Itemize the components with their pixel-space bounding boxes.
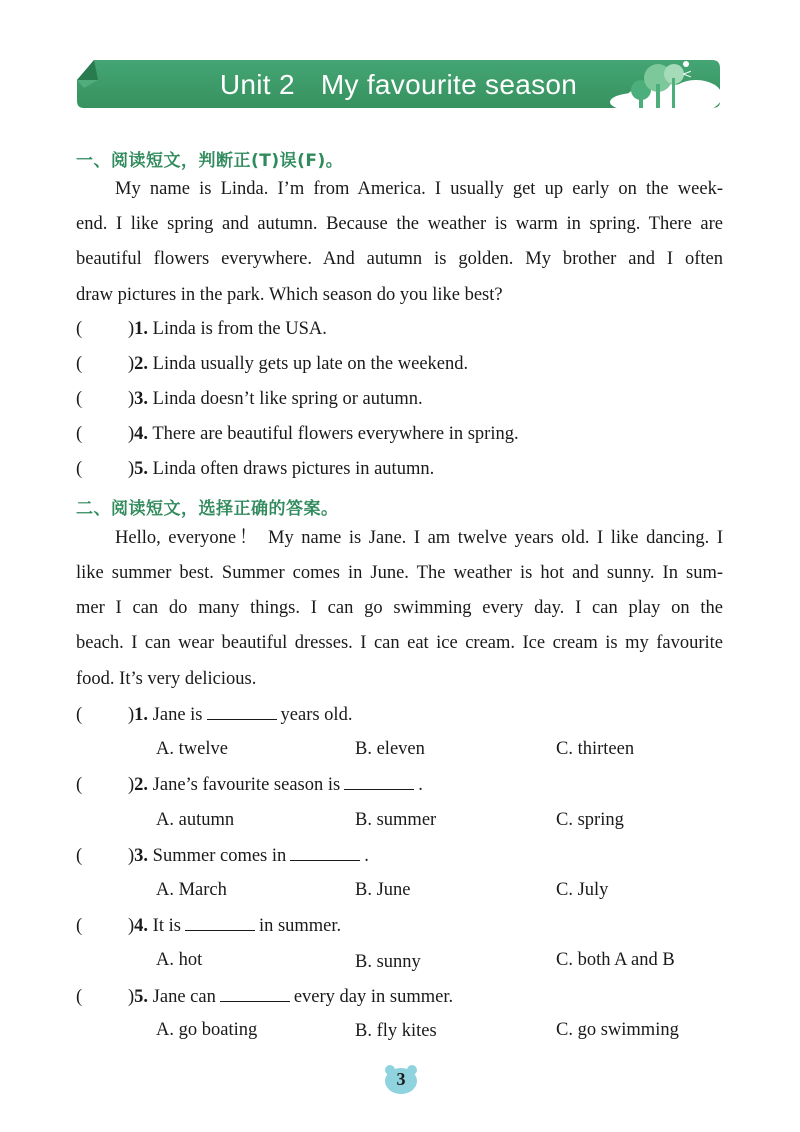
answer-paren-close: ): [128, 705, 135, 725]
question-number: 5.: [134, 987, 149, 1007]
option-c[interactable]: C. both A and B: [556, 950, 675, 970]
tf-question-1: [76, 318, 327, 340]
answer-paren-open[interactable]: (: [76, 916, 83, 936]
answer-blank[interactable]: [207, 703, 277, 720]
answer-paren-open[interactable]: (: [76, 424, 83, 444]
question-number: 4.: [134, 916, 149, 936]
answer-blank[interactable]: [185, 914, 255, 931]
question-text: Linda is from the USA.: [152, 319, 327, 339]
option-c[interactable]: C. spring: [556, 810, 624, 830]
unit-name: My favourite season: [320, 69, 578, 100]
question-text: There are beautiful flowers everywhere in spring.: [152, 424, 519, 444]
answer-paren-open[interactable]: (: [76, 705, 83, 725]
passage1-line: draw pictures in the park. Which season do you like best?: [76, 285, 503, 305]
question-number: 3.: [134, 846, 149, 866]
answer-paren-close: ): [128, 916, 135, 936]
passage2-line: food. It’s very delicious.: [76, 669, 257, 689]
section2-heading: 二、阅读短文，选择正确的答案。: [76, 499, 339, 519]
tf-question-2: [76, 353, 468, 375]
option-a[interactable]: A. autumn: [156, 810, 235, 830]
question-number: 2.: [134, 775, 149, 795]
question-text: Linda often draws pictures in autumn.: [152, 459, 435, 479]
question-number: 2.: [134, 354, 149, 374]
option-a[interactable]: A. go boating: [156, 1020, 258, 1040]
answer-paren-close: ): [128, 389, 135, 409]
unit-number: Unit 2: [219, 69, 295, 100]
answer-paren-close: ): [128, 424, 135, 444]
section1-heading: 一、阅读短文，判断正(T)误(F)。: [76, 151, 344, 171]
question-text-after: every day in summer.: [293, 987, 454, 1007]
answer-blank[interactable]: [344, 773, 414, 790]
option-c[interactable]: C. July: [556, 880, 609, 900]
passage1-line: My name is Linda. I’m from America. I usually get up early on the week-: [115, 179, 723, 199]
answer-paren-open[interactable]: (: [76, 775, 83, 795]
option-a[interactable]: A. March: [156, 880, 227, 900]
passage1-line: beautiful flowers everywhere. And autumn is golden. My brother and I often: [76, 249, 723, 269]
tf-question-5: [76, 458, 434, 480]
page-number: 3: [396, 1069, 406, 1089]
mc-question-3: [76, 844, 369, 867]
mc-question-5: [76, 985, 453, 1008]
option-c[interactable]: C. go swimming: [556, 1020, 679, 1040]
option-a[interactable]: A. hot: [156, 950, 203, 970]
answer-paren-open[interactable]: (: [76, 354, 83, 374]
answer-paren-open[interactable]: (: [76, 389, 83, 409]
question-text-before: Jane can: [152, 987, 216, 1007]
question-text-before: Summer comes in: [152, 846, 287, 866]
unit-banner: [76, 58, 721, 110]
question-number: 4.: [134, 424, 149, 444]
question-number: 3.: [134, 389, 149, 409]
option-b[interactable]: B. eleven: [355, 739, 425, 759]
answer-paren-open[interactable]: (: [76, 846, 83, 866]
question-text-before: It is: [152, 916, 181, 936]
passage2-line: Hello, everyone！ My name is Jane. I am twelve years old. I like dancing. I: [115, 528, 723, 548]
option-c[interactable]: C. thirteen: [556, 739, 635, 759]
option-b[interactable]: B. fly kites: [355, 1021, 437, 1041]
question-text-after: years old.: [280, 705, 353, 725]
answer-paren-open[interactable]: (: [76, 987, 83, 1007]
question-text: Linda doesn’t like spring or autumn.: [152, 389, 423, 409]
question-number: 1.: [134, 705, 149, 725]
unit-title: [76, 58, 721, 110]
answer-paren-close: ): [128, 319, 135, 339]
option-b[interactable]: B. sunny: [355, 952, 421, 972]
question-number: 1.: [134, 319, 149, 339]
answer-paren-open[interactable]: (: [76, 459, 83, 479]
tf-question-3: [76, 388, 423, 410]
answer-paren-close: ): [128, 846, 135, 866]
option-b[interactable]: B. summer: [355, 810, 437, 830]
passage2-line: like summer best. Summer comes in June. The weather is hot and sunny. In sum-: [76, 563, 723, 583]
mc-question-2: [76, 773, 423, 796]
answer-paren-close: ): [128, 775, 135, 795]
passage1-line: end. I like spring and autumn. Because the weather is warm in spring. There are: [76, 214, 723, 234]
mc-question-1: [76, 703, 352, 726]
mc-question-4: [76, 914, 341, 937]
question-text-after: .: [364, 846, 369, 866]
option-b[interactable]: B. June: [355, 880, 411, 900]
question-text-before: Jane is: [152, 705, 203, 725]
svg-text:<: <: [682, 67, 693, 81]
question-text: Linda usually gets up late on the weekend.: [152, 354, 469, 374]
answer-blank[interactable]: [220, 985, 290, 1002]
passage2-line: beach. I can wear beautiful dresses. I can eat ice cream. Ice cream is my favourite: [76, 633, 723, 653]
answer-blank[interactable]: [290, 844, 360, 861]
option-a[interactable]: A. twelve: [156, 739, 228, 759]
answer-paren-close: ): [128, 354, 135, 374]
question-number: 5.: [134, 459, 149, 479]
passage2-line: mer I can do many things. I can go swimming every day. I can play on the: [76, 598, 723, 618]
tf-question-4: [76, 423, 519, 445]
question-text-after: in summer.: [258, 916, 342, 936]
question-text-after: .: [418, 775, 423, 795]
answer-paren-open[interactable]: (: [76, 319, 83, 339]
answer-paren-close: ): [128, 987, 135, 1007]
question-text-before: Jane’s favourite season is: [152, 775, 341, 795]
answer-paren-close: ): [128, 459, 135, 479]
page-number-badge: [383, 1063, 419, 1095]
